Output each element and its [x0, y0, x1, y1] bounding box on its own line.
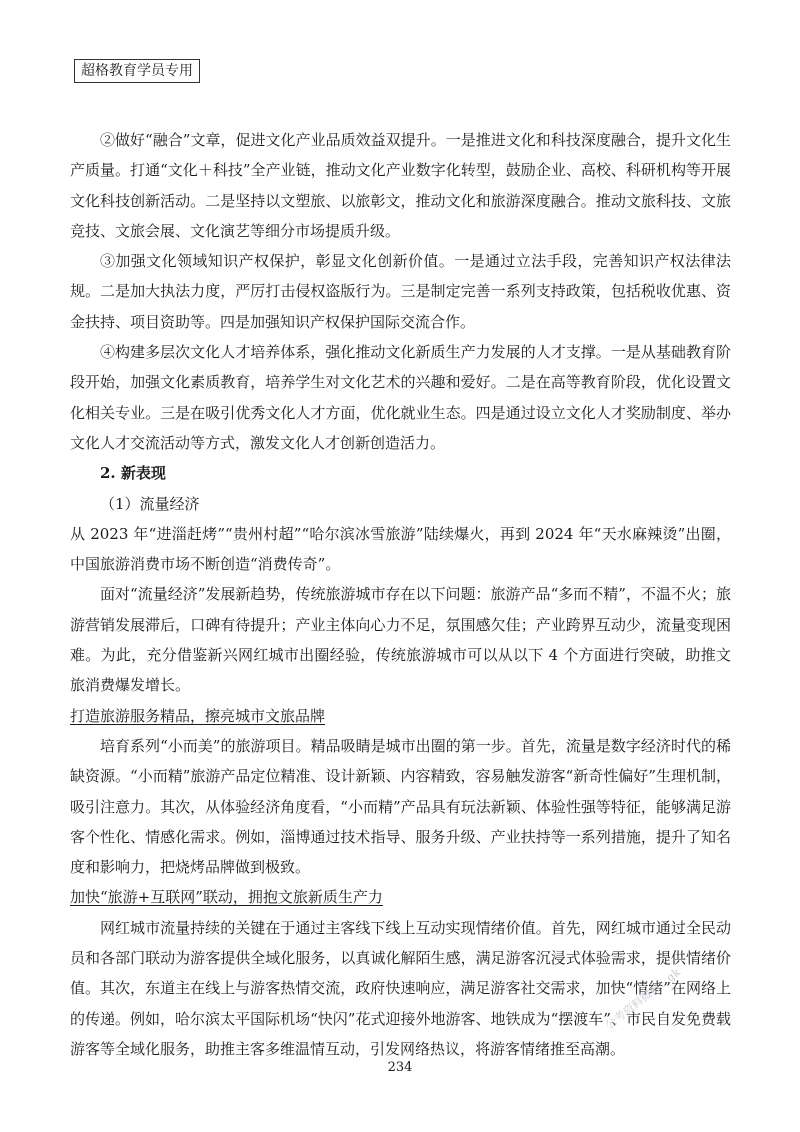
- section-heading-new-performance: 2. 新表现: [100, 464, 166, 483]
- paragraph-ip-protection: ③加强文化领域知识产权保护，彰显文化创新价值。一是通过立法手段，完善知识产权法律法规。二是加大执法力度，严厉打击侵权盗版行为。三是制定完善一系列支持政策，包括税收优惠、资金扶持、项目资助等。四是加强知识产权保护国际交流合作。: [70, 252, 731, 331]
- paragraph-small-beautiful: 培育系列“小而美”的旅游项目。精品吸睛是城市出圈的第一步。首先，流量是数字经济时代的稀缺资源。“小而精”旅游产品定位精准、设计新颖、内容精致，容易触发游客“新奇性偏好”生理机制，吸引注意力。其次，从体验经济角度看，“小而精”产品具有玩法新颖、体验性强等特征，能够满足游客个性化、情感化需求。例如，淄博通过技术指导、服务升级、产业扶持等一系列措施，提升了知名度和影响力，把烧烤品牌做到极致。: [70, 736, 731, 877]
- paragraph-talent: ④构建多层次文化人才培养体系，强化推动文化新质生产力发展的人才支撑。一是从基础教育阶段开始，加强文化素质教育，培养学生对文化艺术的兴趣和爱好。二是在高等教育阶段，优化设置文化相关专业。三是在吸引优秀文化人才方面，优化就业生态。四是通过设立文化人才奖励制度、举办文化人才交流活动等方式，激发文化人才创新创造活力。: [70, 343, 731, 452]
- subsection-heading-traffic-economy: （1）流量经济: [100, 494, 200, 513]
- subheading-tourism-internet-text: 加快“旅游+互联网”联动，拥抱文旅新质生产力: [70, 888, 383, 907]
- paragraph-online-offline: 网红城市流量持续的关键在于通过主客线下线上互动实现情绪价值。首先，网红城市通过全民动员和各部门联动为游客提供全域化服务，以真诚化解陌生感，满足游客沉浸式体验需求，提供情绪价值。其次，东道主在线上与游客热情交流，政府快速响应，满足游客社交需求，加快“情绪”在网络上的传递。例如，哈尔滨太平国际机场“快闪”花式迎接外地游客、地铁成为“摆渡车”、市民自发免费载游客等全域化服务，助推主客多维温情互动，引发网络热议，将游客情绪推至高潮。: [70, 918, 731, 1058]
- subheading-tourism-internet: [70, 882, 731, 912]
- watermark: 公考资料微信：gk: [603, 965, 683, 1032]
- header-label: 超格教育学员专用: [74, 59, 200, 83]
- page-number: 234: [387, 1060, 413, 1075]
- paragraph-fusion: ②做好“融合”文章，促进文化产业品质效益双提升。一是推进文化和科技深度融合，提升文化生产质量。打通“文化＋科技”全产业链，推动文化产业数字化转型，鼓励企业、高校、科研机构等开展文化科技创新活动。二是坚持以文塑旅、以旅彰文，推动文化和旅游深度融合。推动文旅科技、文旅竞技、文旅会展、文化演艺等细分市场提质升级。: [70, 131, 731, 240]
- paragraph-problems: 面对“流量经济”发展新趋势，传统旅游城市存在以下问题：旅游产品“多而不精”，不温不火；旅游营销发展滞后，口碑有待提升；产业主体向心力不足，氛围感欠佳；产业跨界互动少，流量变现困难。为此，充分借鉴新兴网红城市出圈经验，传统旅游城市可以从以下 4 个方面进行突破，助推文旅消费爆发增长。: [70, 585, 731, 695]
- main-content: [70, 125, 731, 1064]
- paragraph-consumption-legend: 从 2023 年“进淄赶烤”“贵州村超”“哈尔滨冰雪旅游”陆续爆火，再到 2024 年“天水麻辣烫”出圈，中国旅游消费市场不断创造“消费传奇”。: [70, 524, 731, 574]
- subheading-tourism-boutique-text: 打造旅游服务精品，擦亮城市文旅品牌: [70, 706, 326, 725]
- subheading-tourism-boutique: [70, 701, 731, 731]
